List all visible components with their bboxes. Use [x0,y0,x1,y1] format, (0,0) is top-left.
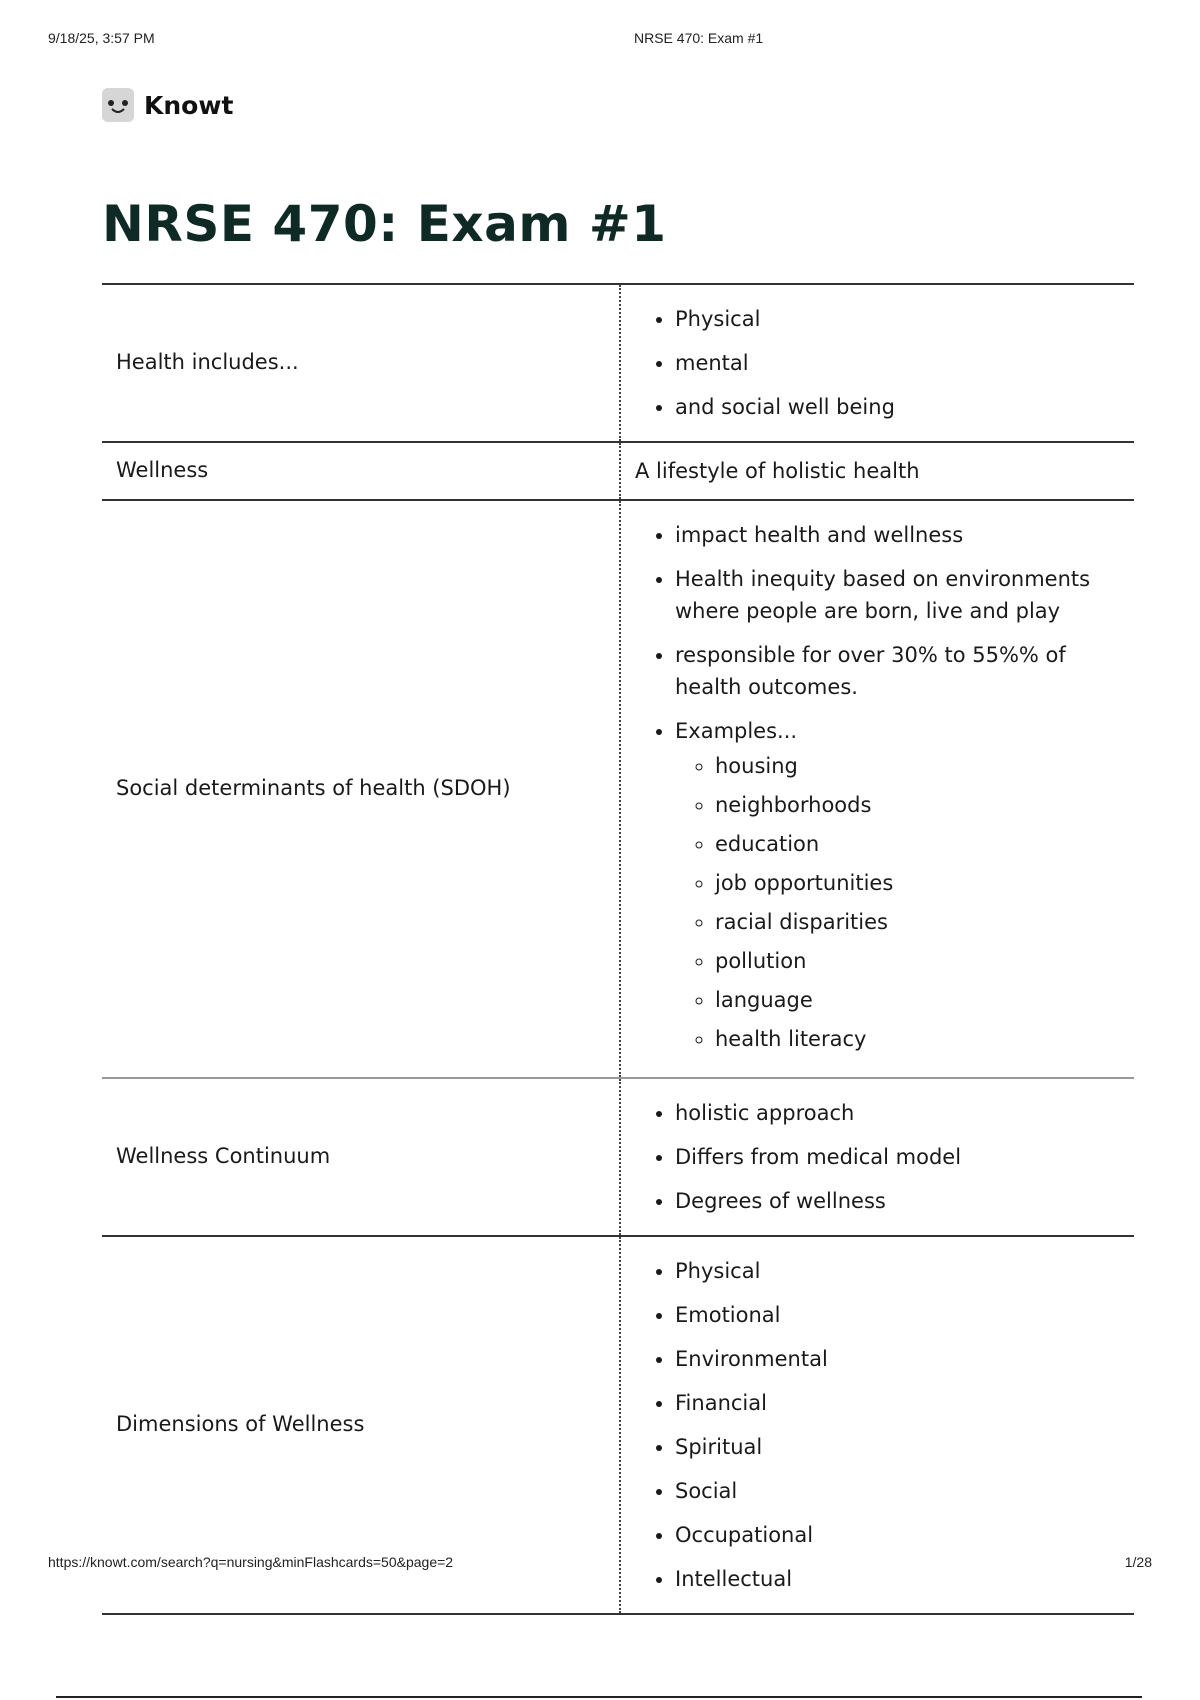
def-bullet: • and social well being [675,385,1120,429]
def-bullet: • Spiritual [675,1425,1120,1469]
def-bullet: • Emotional [675,1293,1120,1337]
def-bullet: • Financial [675,1381,1120,1425]
print-date: 9/18/25, 3:57 PM [48,30,155,46]
def-bullet: • mental [675,341,1120,385]
brand[interactable] [102,88,233,122]
card-definition [620,1078,1134,1236]
card-term: Dimensions of Wellness [102,1236,620,1614]
flashcard-row [102,1078,1134,1236]
def-bullet: • impact health and wellness [675,513,1120,557]
example-item: ◦ education [715,825,1120,864]
card-definition [620,284,1134,442]
card-term: Wellness [102,442,620,500]
def-bullet: • Social [675,1469,1120,1513]
def-text: A lifestyle of holistic health [635,459,920,483]
def-bullet: • Occupational [675,1513,1120,1557]
card-term: Wellness Continuum [102,1078,620,1236]
def-bullet: • Physical [675,297,1120,341]
def-bullet-label: Examples... [675,719,798,743]
def-bullet: • responsible for over 30% to 55%% of health outcomes. [675,633,1120,709]
page-number: 1/28 [1124,1554,1152,1570]
example-item: ◦ language [715,981,1120,1020]
brand-name: Knowt [144,90,234,120]
def-bullet: • holistic approach [675,1091,1120,1135]
example-item: ◦ job opportunities [715,864,1120,903]
def-bullet: • Environmental [675,1337,1120,1381]
flashcard-table [102,283,1134,1615]
knowt-face-logo-icon [102,88,134,122]
def-bullet-examples [675,709,1120,1065]
example-item: ◦ housing [715,747,1120,786]
def-bullet: • Physical [675,1249,1120,1293]
def-bullet: • Differs from medical model [675,1135,1120,1179]
print-header [48,30,1152,50]
flashcard-row [102,284,1134,442]
example-item: ◦ neighborhoods [715,786,1120,825]
def-bullet: • Intellectual [675,1557,1120,1601]
card-definition [620,442,1134,500]
page-title: NRSE 470: Exam #1 [102,195,667,253]
card-definition [620,500,1134,1078]
print-doc-title: NRSE 470: Exam #1 [634,30,764,46]
print-url[interactable]: https://knowt.com/search?q=nursing&minFlashcards=50&page=2 [48,1554,454,1570]
bottom-divider [56,1696,1142,1698]
card-term: Social determinants of health (SDOH) [102,500,620,1078]
card-term: Health includes... [102,284,620,442]
def-bullet: • Health inequity based on environments where people are born, live and play [675,557,1120,633]
flashcard-row [102,500,1134,1078]
example-item: ◦ health literacy [715,1020,1120,1059]
def-bullet: • Degrees of wellness [675,1179,1120,1223]
example-item: ◦ pollution [715,942,1120,981]
flashcard-row [102,442,1134,500]
print-footer [48,1554,1152,1574]
example-item: ◦ racial disparities [715,903,1120,942]
